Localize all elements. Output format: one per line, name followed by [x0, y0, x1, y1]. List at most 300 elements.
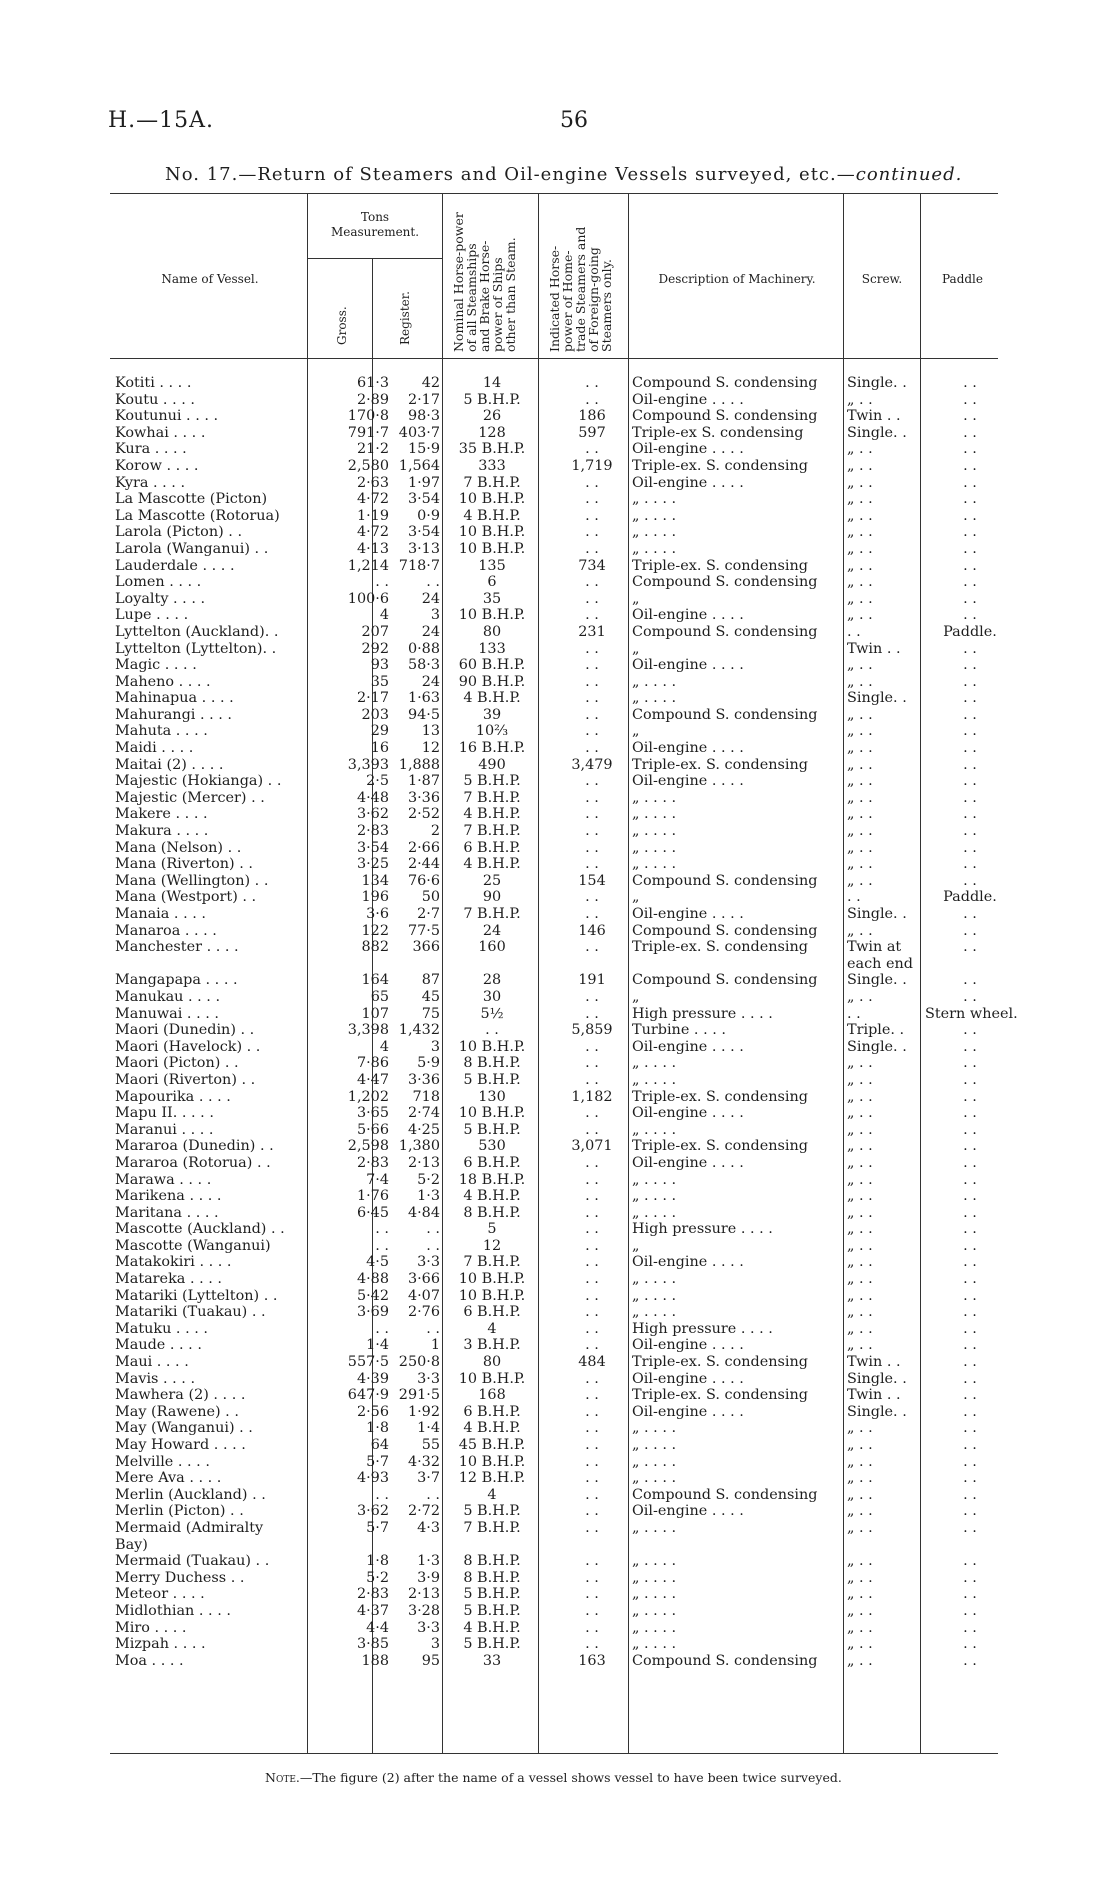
paddle-type: . . [963, 823, 977, 840]
gross-tons: 4·72 [356, 491, 389, 508]
gross-tons: 2·89 [356, 391, 389, 408]
indicated-horsepower: 1,719 [571, 457, 613, 474]
vessel-name: Kura . . . . [115, 441, 187, 458]
gross-tons: 188 [361, 1652, 389, 1669]
paddle-type: . . [963, 1105, 977, 1122]
screw-type: „ . . [847, 1071, 873, 1088]
vessel-name: Manaia . . . . [115, 906, 206, 922]
nominal-horsepower: 90 B.H.P. [458, 673, 526, 690]
vessel-name: Manaroa . . . . [115, 922, 217, 939]
vessel-name: Merlin (Picton) . . [115, 1503, 244, 1520]
table-row [0, 1039, 1114, 1056]
table-row [0, 1420, 1114, 1437]
table-row [0, 823, 1114, 840]
indicated-horsepower: . . [585, 988, 599, 1005]
indicated-horsepower: . . [585, 939, 599, 956]
screw-type: „ . . [847, 1287, 873, 1304]
screw-type: „ . . [847, 491, 873, 508]
indicated-horsepower: . . [585, 1038, 599, 1055]
machinery-description: Oil-engine . . . . [632, 657, 744, 674]
paddle-type: . . [963, 524, 977, 541]
indicated-horsepower: . . [585, 806, 599, 823]
indicated-horsepower: . . [585, 474, 599, 491]
indicated-horsepower: . . [585, 1105, 599, 1122]
register-tons: 75 [421, 1005, 440, 1022]
gross-tons: 2·5 [366, 773, 389, 790]
nominal-horsepower: 45 B.H.P. [458, 1437, 526, 1453]
table-bottom-rule [110, 1753, 998, 1754]
nominal-horsepower: 490 [478, 756, 506, 773]
screw-type: Single. . [847, 906, 907, 922]
table-row [0, 674, 1114, 691]
header-bottom-rule [110, 358, 998, 359]
paddle-type: . . [963, 690, 977, 707]
table-row [0, 524, 1114, 541]
register-tons: 87 [421, 972, 440, 989]
paddle-type: . . [963, 540, 977, 557]
screw-type: „ . . [847, 1569, 873, 1586]
register-tons: 2·66 [407, 839, 440, 856]
register-tons: 718·7 [398, 557, 440, 574]
vessel-name: Maori (Picton) . . [115, 1055, 239, 1072]
indicated-horsepower: . . [585, 507, 599, 524]
machinery-description: Compound S. condensing [632, 574, 818, 591]
screw-type: Single. . [847, 690, 907, 707]
footnote-label: Note. [265, 1770, 300, 1785]
paddle-type: . . [963, 1221, 977, 1238]
register-tons: 2·17 [407, 391, 440, 408]
screw-type: „ . . [847, 1105, 873, 1122]
screw-type: „ . . [847, 540, 873, 557]
paddle-type: . . [963, 972, 977, 989]
table-row [0, 790, 1114, 807]
table-row [0, 491, 1114, 508]
vessel-name: Mana (Wellington) . . [115, 872, 269, 889]
gross-tons: 2·83 [356, 823, 389, 840]
paddle-type: . . [963, 1254, 977, 1271]
screw-type: Single. . [847, 1038, 907, 1055]
vessel-name: Moa . . . . [115, 1652, 184, 1669]
screw-type: Single. . [847, 375, 907, 391]
machinery-description: „ . . . . [632, 1586, 677, 1603]
machinery-description: Compound S. condensing [632, 922, 818, 939]
paddle-type: . . [963, 1337, 977, 1354]
indicated-horsepower: . . [585, 491, 599, 508]
paddle-type: . . [963, 1636, 977, 1653]
nominal-horsepower: 133 [478, 640, 506, 657]
table-row [0, 1520, 1114, 1537]
indicated-horsepower: . . [585, 1287, 599, 1304]
machinery-description: „ . . . . [632, 823, 677, 840]
gross-tons: 2·83 [356, 1154, 389, 1171]
vessel-name: Mapu II. . . . . [115, 1105, 214, 1122]
vessel-name: Maheno . . . . [115, 673, 211, 690]
register-tons: 1·92 [407, 1403, 440, 1420]
paddle-type: . . [963, 740, 977, 757]
table-row [0, 1371, 1114, 1388]
screw-type: „ . . [847, 922, 873, 939]
indicated-horsepower: 734 [578, 557, 606, 574]
gross-tons: 1,214 [347, 557, 389, 574]
vessel-name: Korow . . . . [115, 457, 199, 474]
vessel-name: Miro . . . . [115, 1619, 187, 1636]
gross-tons: 122 [361, 922, 389, 939]
indicated-horsepower: . . [585, 1619, 599, 1636]
table-row [0, 1454, 1114, 1471]
table-row [0, 740, 1114, 757]
gross-tons: 5·7 [366, 1519, 389, 1536]
table-row [0, 840, 1114, 857]
screw-type: „ . . [847, 740, 873, 757]
machinery-description: „ . . . . [632, 1602, 677, 1619]
table-row [0, 1620, 1114, 1637]
gross-tons: 3·85 [356, 1636, 389, 1653]
nominal-horsepower: 8 B.H.P. [463, 1204, 521, 1221]
gross-tons: . . [375, 1486, 389, 1503]
nominal-horsepower: 35 B.H.P. [458, 441, 526, 458]
vessel-name: Mararoa (Dunedin) . . [115, 1138, 274, 1155]
gross-tons: 2,598 [347, 1138, 389, 1155]
paddle-type: . . [963, 1138, 977, 1155]
paddle-type: . . [963, 906, 977, 922]
nominal-horsepower: 10 B.H.P. [458, 1271, 526, 1288]
screw-type: „ . . [847, 723, 873, 740]
indicated-horsepower: 231 [578, 623, 606, 640]
paddle-type: . . [963, 1038, 977, 1055]
machinery-description: Oil-engine . . . . [632, 1337, 744, 1354]
screw-type: . . [847, 623, 861, 640]
machinery-description: „ . . . . [632, 1437, 677, 1453]
register-tons: 94·5 [407, 706, 440, 723]
column-header-indicated-hp: Indicated Horse- power of Home- trade Steamers and of Foreign-going Steamers only. [547, 226, 614, 352]
indicated-horsepower: . . [585, 1437, 599, 1453]
machinery-description: Oil-engine . . . . [632, 740, 744, 757]
table-row [0, 425, 1114, 442]
register-tons: 1·97 [407, 474, 440, 491]
vessel-name: Matareka . . . . [115, 1271, 222, 1288]
nominal-horsepower: 26 [482, 408, 502, 425]
gross-tons: 207 [361, 623, 389, 640]
vessel-name: Maori (Dunedin) . . [115, 1022, 255, 1039]
indicated-horsepower: . . [585, 1071, 599, 1088]
register-tons: 3·54 [407, 491, 440, 508]
vessel-name: Makere . . . . [115, 806, 208, 823]
gross-tons: 3,393 [347, 756, 389, 773]
gross-tons: 3·62 [356, 806, 389, 823]
screw-type: „ . . [847, 1586, 873, 1603]
indicated-horsepower: . . [585, 1470, 599, 1487]
register-tons: 1,432 [398, 1022, 440, 1039]
register-tons: 250·8 [398, 1354, 440, 1371]
table-row [0, 1122, 1114, 1139]
indicated-horsepower: 3,071 [571, 1138, 613, 1155]
nominal-horsepower: 25 [482, 872, 502, 889]
nominal-horsepower: 30 [482, 988, 502, 1005]
nominal-horsepower: 135 [478, 557, 506, 574]
screw-type: Single. . [847, 424, 907, 441]
gross-tons: 882 [361, 939, 389, 956]
table-row [0, 624, 1114, 641]
table-row [0, 657, 1114, 674]
nominal-horsepower: 5 B.H.P. [463, 1503, 521, 1520]
column-header-gross: Gross. [335, 306, 349, 345]
machinery-description: Turbine . . . . [632, 1022, 726, 1039]
table-row [0, 1006, 1114, 1023]
indicated-horsepower: . . [585, 375, 599, 391]
gross-tons: 292 [361, 640, 389, 657]
screw-type: „ . . [847, 872, 873, 889]
gross-tons: 4·37 [356, 1602, 389, 1619]
paddle-type: . . [963, 1437, 977, 1453]
machinery-description: „ . . . . [632, 1071, 677, 1088]
document-reference: H.—15A. [108, 108, 215, 133]
screw-type: „ . . [847, 1138, 873, 1155]
paddle-type: . . [963, 375, 977, 391]
register-tons: 3·66 [407, 1271, 440, 1288]
register-tons: 2·13 [407, 1586, 440, 1603]
indicated-horsepower: . . [585, 1387, 599, 1404]
register-tons: 1,564 [398, 457, 440, 474]
register-tons: 1,888 [398, 756, 440, 773]
gross-tons: 29 [370, 723, 389, 740]
nominal-horsepower: 80 [482, 1354, 502, 1371]
nominal-horsepower: 4 B.H.P. [463, 856, 521, 873]
vessel-name: Midlothian . . . . [115, 1602, 231, 1619]
gross-tons: 7·86 [356, 1055, 389, 1072]
vessel-name: Koutunui . . . . [115, 408, 219, 425]
indicated-horsepower: . . [585, 640, 599, 657]
vessel-name: Maude . . . . [115, 1337, 202, 1354]
paddle-type: . . [963, 1320, 977, 1337]
table-row [0, 1221, 1114, 1238]
register-tons: 42 [421, 375, 440, 391]
table-row [0, 1138, 1114, 1155]
register-tons: 2·74 [407, 1105, 440, 1122]
screw-type: „ . . [847, 1204, 873, 1221]
table-row [0, 441, 1114, 458]
gross-tons: 93 [370, 657, 389, 674]
machinery-description: Oil-engine . . . . [632, 441, 744, 458]
indicated-horsepower: . . [585, 1188, 599, 1205]
register-tons: 3 [430, 607, 440, 624]
paddle-type: . . [963, 1237, 977, 1254]
screw-type: Twin . . [847, 408, 901, 425]
gross-tons: . . [375, 1221, 389, 1238]
machinery-description: Compound S. condensing [632, 872, 818, 889]
machinery-description: Compound S. condensing [632, 706, 818, 723]
register-tons: 0·9 [417, 507, 440, 524]
vessel-name: Matariki (Tuakau) . . [115, 1304, 266, 1321]
table-row [0, 1354, 1114, 1371]
table-row [0, 1404, 1114, 1421]
register-tons: 3 [430, 1038, 440, 1055]
screw-type: „ . . [847, 1237, 873, 1254]
machinery-description: „ [632, 889, 640, 906]
nominal-horsepower: 14 [482, 375, 502, 391]
paddle-type: . . [963, 673, 977, 690]
nominal-horsepower: 10 B.H.P. [458, 1453, 526, 1470]
indicated-horsepower: . . [585, 889, 599, 906]
paddle-type: Stern wheel. [925, 1005, 1018, 1022]
paddle-type: . . [963, 1387, 977, 1404]
nominal-horsepower: 12 B.H.P. [458, 1470, 526, 1487]
page-number: 56 [560, 108, 588, 133]
paddle-type: . . [963, 706, 977, 723]
register-tons: 76·6 [407, 872, 440, 889]
gross-tons: 557·5 [347, 1354, 389, 1371]
vessel-name: Merry Duchess . . [115, 1569, 245, 1586]
machinery-description: Triple-ex. S. condensing [632, 457, 809, 474]
paddle-type: . . [963, 1204, 977, 1221]
vessel-name: Mizpah . . . . [115, 1636, 206, 1653]
indicated-horsepower: . . [585, 1586, 599, 1603]
nominal-horsepower: 90 [482, 889, 502, 906]
register-tons: 3·7 [417, 1470, 440, 1487]
nominal-horsepower: 8 B.H.P. [463, 1055, 521, 1072]
table-row [0, 1105, 1114, 1122]
indicated-horsepower: . . [585, 856, 599, 873]
register-tons: 13 [421, 723, 440, 740]
table-row [0, 1553, 1114, 1570]
register-tons: 24 [421, 623, 440, 640]
register-tons: 12 [421, 740, 440, 757]
register-tons: 58·3 [407, 657, 440, 674]
paddle-type: . . [963, 1553, 977, 1570]
register-tons: . . [426, 1320, 440, 1337]
vessel-name: Larola (Picton) . . [115, 524, 243, 541]
indicated-horsepower: . . [585, 1237, 599, 1254]
machinery-description: Triple-ex. S. condensing [632, 1088, 809, 1105]
gross-tons: 4·5 [366, 1254, 389, 1271]
register-tons: 3·3 [417, 1370, 440, 1387]
screw-type: „ . . [847, 773, 873, 790]
machinery-description: „ . . . . [632, 806, 677, 823]
machinery-description: „ . . . . [632, 1619, 677, 1636]
register-tons: 2 [430, 823, 440, 840]
gross-tons: 1,202 [347, 1088, 389, 1105]
register-tons: 403·7 [398, 424, 440, 441]
gross-tons: 5·42 [356, 1287, 389, 1304]
gross-tons: 4·13 [356, 540, 389, 557]
table-row [0, 1387, 1114, 1404]
machinery-description: Triple-ex. S. condensing [632, 1387, 809, 1404]
vessel-name: May Howard . . . . [115, 1437, 246, 1453]
register-tons: 2·44 [407, 856, 440, 873]
indicated-horsepower: 154 [578, 872, 606, 889]
paddle-type: . . [963, 457, 977, 474]
table-row [0, 889, 1114, 906]
nominal-horsepower: 4 B.H.P. [463, 806, 521, 823]
gross-tons: 203 [361, 706, 389, 723]
table-row [0, 1022, 1114, 1039]
gross-tons: 134 [361, 872, 389, 889]
register-tons: . . [426, 1221, 440, 1238]
indicated-horsepower: . . [585, 1370, 599, 1387]
paddle-type: . . [963, 988, 977, 1005]
machinery-description: „ . . . . [632, 1271, 677, 1288]
gross-tons: 4·39 [356, 1370, 389, 1387]
gross-tons: 61·3 [356, 375, 389, 391]
vessel-name: Maranui . . . . [115, 1121, 214, 1138]
gross-tons: 3·6 [366, 906, 389, 922]
gross-tons: 65 [370, 988, 389, 1005]
register-tons: 4·07 [407, 1287, 440, 1304]
indicated-horsepower: . . [585, 1005, 599, 1022]
machinery-description: Triple-ex. S. condensing [632, 1354, 809, 1371]
table-row [0, 1304, 1114, 1321]
table-row [0, 408, 1114, 425]
vessel-name: Lyttelton (Lyttelton). . [115, 640, 277, 657]
nominal-horsepower: 10 B.H.P. [458, 1287, 526, 1304]
machinery-description: Compound S. condensing [632, 375, 818, 391]
table-row [0, 1586, 1114, 1603]
table-row [0, 1603, 1114, 1620]
paddle-type: . . [963, 1055, 977, 1072]
table-row [0, 1470, 1114, 1487]
nominal-horsepower: 10 B.H.P. [458, 491, 526, 508]
screw-type: „ . . [847, 1453, 873, 1470]
paddle-type: . . [963, 391, 977, 408]
vessel-name: Mapourika . . . . [115, 1088, 231, 1105]
machinery-description: Oil-engine . . . . [632, 1370, 744, 1387]
register-tons: 1·63 [407, 690, 440, 707]
paddle-type: . . [963, 1071, 977, 1088]
nominal-horsepower: 6 [487, 574, 497, 591]
paddle-type: . . [963, 1503, 977, 1520]
screw-type: „ . . [847, 823, 873, 840]
paddle-type: . . [963, 408, 977, 425]
nominal-horsepower: 35 [482, 590, 502, 607]
gross-tons: 5·66 [356, 1121, 389, 1138]
nominal-horsepower: . . [485, 1022, 499, 1039]
table-row [0, 1437, 1114, 1454]
nominal-horsepower: 4 B.H.P. [463, 1188, 521, 1205]
nominal-horsepower: 4 B.H.P. [463, 1619, 521, 1636]
nominal-horsepower: 5 B.H.P. [463, 1586, 521, 1603]
footnote [265, 1770, 842, 1785]
register-tons: 1 [430, 1337, 440, 1354]
nominal-horsepower: 18 B.H.P. [458, 1171, 526, 1188]
register-tons: 4·3 [417, 1519, 440, 1536]
table-row [0, 923, 1114, 940]
paddle-type: . . [963, 1420, 977, 1437]
gross-tons: 107 [361, 1005, 389, 1022]
screw-type: „ . . [847, 1254, 873, 1271]
table-row [0, 1072, 1114, 1089]
register-tons: . . [426, 1237, 440, 1254]
machinery-description: „ [632, 723, 640, 740]
register-tons: 718 [412, 1088, 440, 1105]
gross-tons: 196 [361, 889, 389, 906]
indicated-horsepower: . . [585, 1320, 599, 1337]
screw-type: „ . . [847, 457, 873, 474]
vessel-name: Maui . . . . [115, 1354, 189, 1371]
paddle-type: . . [963, 1287, 977, 1304]
gross-tons: 4·93 [356, 1470, 389, 1487]
screw-type: „ . . [847, 1337, 873, 1354]
gross-tons: 3·62 [356, 1503, 389, 1520]
paddle-type: . . [963, 1088, 977, 1105]
gross-tons: 3·54 [356, 839, 389, 856]
paddle-type: . . [963, 773, 977, 790]
screw-type: „ . . [847, 524, 873, 541]
gross-tons: 4 [379, 607, 389, 624]
paddle-type: . . [963, 474, 977, 491]
paddle-type: . . [963, 1519, 977, 1536]
screw-type: „ . . [847, 1121, 873, 1138]
indicated-horsepower: . . [585, 1254, 599, 1271]
register-tons: 95 [421, 1652, 440, 1669]
